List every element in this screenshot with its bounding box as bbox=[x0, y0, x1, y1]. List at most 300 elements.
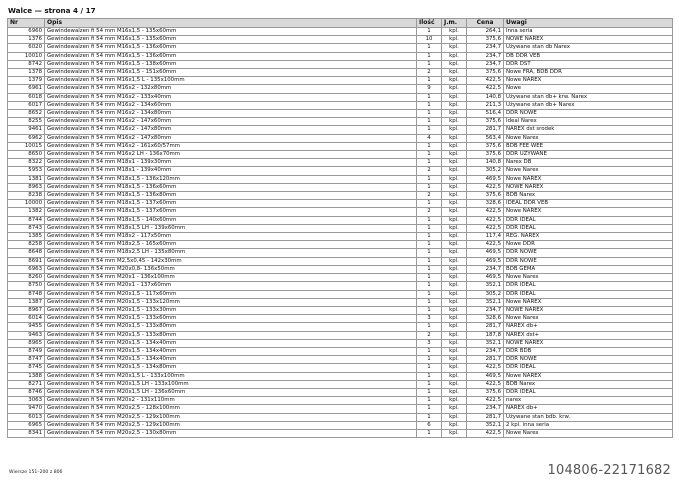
cell-ilosc: 1 bbox=[417, 126, 442, 134]
table-header-row bbox=[8, 19, 673, 28]
table-row bbox=[8, 347, 673, 355]
cell-nr: 8255 bbox=[8, 118, 45, 126]
cell-uwagi: Nowe FRA, BDB DDR bbox=[504, 69, 673, 77]
cell-opis: Gewindewalzen fi 54 mm M20x2,5 - 128x100mm bbox=[45, 405, 417, 413]
cell-uwagi: DDR IDEAL bbox=[504, 216, 673, 224]
table-row bbox=[8, 257, 673, 265]
table-row bbox=[8, 142, 673, 150]
cell-cena: 264,1 bbox=[467, 28, 504, 36]
cell-uwagi: DDR BDB bbox=[504, 347, 673, 355]
cell-nr: 9463 bbox=[8, 331, 45, 339]
cell-cena: 375,6 bbox=[467, 142, 504, 150]
cell-uwagi: Nowe Narex bbox=[504, 274, 673, 282]
cell-uwagi: NAREX dst+ bbox=[504, 331, 673, 339]
table-row bbox=[8, 159, 673, 167]
cell-jm: kpl. bbox=[442, 85, 467, 93]
cell-opis: Gewindewalzen fi 54 mm M16x2 - 134x60mm bbox=[45, 101, 417, 109]
cell-cena: 234,7 bbox=[467, 265, 504, 273]
cell-uwagi: DDR IDEAL bbox=[504, 282, 673, 290]
cell-opis: Gewindewalzen fi 54 mm M20x1,5 - 133x80mm bbox=[45, 323, 417, 331]
table-row bbox=[8, 175, 673, 183]
cell-nr: 6020 bbox=[8, 44, 45, 52]
cell-cena: 234,7 bbox=[467, 306, 504, 314]
cell-jm: kpl. bbox=[442, 44, 467, 52]
table-row bbox=[8, 315, 673, 323]
cell-opis: Gewindewalzen fi 54 mm M18x2,5 LH - 135x80mm bbox=[45, 249, 417, 257]
cell-ilosc: 1 bbox=[417, 413, 442, 421]
cell-cena: 375,6 bbox=[467, 192, 504, 200]
cell-opis: Gewindewalzen fi 54 mm M20x1,5 LH - 136x60mm bbox=[45, 388, 417, 396]
cell-jm: kpl. bbox=[442, 323, 467, 331]
cell-ilosc: 1 bbox=[417, 60, 442, 68]
cell-nr: 8341 bbox=[8, 429, 45, 437]
cell-nr: 9470 bbox=[8, 405, 45, 413]
cell-uwagi: DDR UŻYWANE bbox=[504, 151, 673, 159]
table-row bbox=[8, 364, 673, 372]
cell-nr: 8238 bbox=[8, 192, 45, 200]
cell-uwagi: DDR NOWE bbox=[504, 110, 673, 118]
table-row bbox=[8, 52, 673, 60]
cell-nr: 1387 bbox=[8, 298, 45, 306]
cell-cena: 469,5 bbox=[467, 257, 504, 265]
cell-nr: 8749 bbox=[8, 347, 45, 355]
cell-nr: 8967 bbox=[8, 306, 45, 314]
cell-nr: 8652 bbox=[8, 110, 45, 118]
cell-opis: Gewindewalzen fi 54 mm M18x2,5 - 165x60mm bbox=[45, 241, 417, 249]
cell-nr: 1378 bbox=[8, 69, 45, 77]
cell-cena: 375,6 bbox=[467, 388, 504, 396]
cell-cena: 211,3 bbox=[467, 101, 504, 109]
cell-ilosc: 6 bbox=[417, 421, 442, 429]
cell-ilosc: 3 bbox=[417, 339, 442, 347]
cell-ilosc: 9 bbox=[417, 85, 442, 93]
cell-opis: Gewindewalzen fi 54 mm M16x2 - 147x60mm bbox=[45, 118, 417, 126]
cell-cena: 375,6 bbox=[467, 36, 504, 44]
table-row bbox=[8, 36, 673, 44]
table-row bbox=[8, 208, 673, 216]
cell-uwagi: DDR IDEAL bbox=[504, 290, 673, 298]
cell-jm: kpl. bbox=[442, 397, 467, 405]
cell-opis: Gewindewalzen fi 54 mm M20x1,5 - 133x80mm bbox=[45, 331, 417, 339]
cell-jm: kpl. bbox=[442, 118, 467, 126]
cell-cena: 281,7 bbox=[467, 126, 504, 134]
table-body bbox=[8, 28, 673, 438]
cell-cena: 375,6 bbox=[467, 69, 504, 77]
cell-nr: 8965 bbox=[8, 339, 45, 347]
cell-ilosc: 1 bbox=[417, 257, 442, 265]
cell-jm: kpl. bbox=[442, 282, 467, 290]
cell-uwagi: Nowe Narex bbox=[504, 167, 673, 175]
cell-jm: kpl. bbox=[442, 274, 467, 282]
cell-jm: kpl. bbox=[442, 306, 467, 314]
cell-nr: 6018 bbox=[8, 93, 45, 101]
cell-opis: Gewindewalzen fi 54 mm M20x2 - 131x110mm bbox=[45, 397, 417, 405]
cell-opis: Gewindewalzen fi 54 mm M16x1,5 - 136x60mm bbox=[45, 52, 417, 60]
cell-ilosc: 1 bbox=[417, 118, 442, 126]
cell-jm: kpl. bbox=[442, 429, 467, 437]
cell-jm: kpl. bbox=[442, 167, 467, 175]
cell-jm: kpl. bbox=[442, 364, 467, 372]
cell-ilosc: 1 bbox=[417, 110, 442, 118]
cell-nr: 6960 bbox=[8, 28, 45, 36]
cell-nr: 10000 bbox=[8, 200, 45, 208]
table-row bbox=[8, 282, 673, 290]
cell-ilosc: 1 bbox=[417, 274, 442, 282]
cell-jm: kpl. bbox=[442, 28, 467, 36]
cell-uwagi: Nowe Narex bbox=[504, 134, 673, 142]
cell-ilosc: 1 bbox=[417, 356, 442, 364]
cell-nr: 9461 bbox=[8, 126, 45, 134]
cell-ilosc: 1 bbox=[417, 224, 442, 232]
cell-nr: 6962 bbox=[8, 134, 45, 142]
cell-cena: 563,4 bbox=[467, 134, 504, 142]
cell-nr: 6017 bbox=[8, 101, 45, 109]
cell-ilosc: 2 bbox=[417, 167, 442, 175]
cell-uwagi: IDEAL DDR VEB bbox=[504, 200, 673, 208]
cell-ilosc: 4 bbox=[417, 134, 442, 142]
cell-uwagi: NAREX dst srodek bbox=[504, 126, 673, 134]
cell-jm: kpl. bbox=[442, 151, 467, 159]
column-header-uwagi: Uwagi bbox=[504, 19, 673, 28]
cell-uwagi: DDR NOWE bbox=[504, 257, 673, 265]
table-row bbox=[8, 233, 673, 241]
table-row bbox=[8, 60, 673, 68]
cell-uwagi: DDR IDEAL bbox=[504, 388, 673, 396]
cell-cena: 140,8 bbox=[467, 159, 504, 167]
cell-ilosc: 1 bbox=[417, 380, 442, 388]
cell-jm: kpl. bbox=[442, 405, 467, 413]
cell-ilosc: 1 bbox=[417, 159, 442, 167]
cell-jm: kpl. bbox=[442, 93, 467, 101]
table-row bbox=[8, 93, 673, 101]
cell-uwagi: Narex DB bbox=[504, 159, 673, 167]
cell-ilosc: 1 bbox=[417, 347, 442, 355]
cell-jm: kpl. bbox=[442, 110, 467, 118]
cell-cena: 140,8 bbox=[467, 93, 504, 101]
table-row bbox=[8, 134, 673, 142]
cell-nr: 8744 bbox=[8, 216, 45, 224]
cell-opis: Gewindewalzen fi 54 mm M18x1,5 - 137x60mm bbox=[45, 200, 417, 208]
cell-ilosc: 2 bbox=[417, 331, 442, 339]
cell-jm: kpl. bbox=[442, 372, 467, 380]
table-row bbox=[8, 224, 673, 232]
cell-cena: 187,8 bbox=[467, 331, 504, 339]
cell-opis: Gewindewalzen fi 54 mm M18x1 - 139x40mm bbox=[45, 167, 417, 175]
table-row bbox=[8, 306, 673, 314]
cell-cena: 234,7 bbox=[467, 44, 504, 52]
cell-cena: 328,6 bbox=[467, 200, 504, 208]
cell-nr: 1376 bbox=[8, 36, 45, 44]
table-row bbox=[8, 101, 673, 109]
cell-jm: kpl. bbox=[442, 224, 467, 232]
table-row bbox=[8, 118, 673, 126]
cell-ilosc: 1 bbox=[417, 151, 442, 159]
cell-jm: kpl. bbox=[442, 356, 467, 364]
cell-uwagi: DDR IDEAL bbox=[504, 364, 673, 372]
cell-nr: 3063 bbox=[8, 397, 45, 405]
cell-ilosc: 1 bbox=[417, 93, 442, 101]
cell-opis: Gewindewalzen fi 54 mm M16x1,5 - 136x60mm bbox=[45, 44, 417, 52]
cell-nr: 8271 bbox=[8, 380, 45, 388]
cell-ilosc: 1 bbox=[417, 200, 442, 208]
cell-cena: 422,5 bbox=[467, 183, 504, 191]
cell-ilosc: 1 bbox=[417, 44, 442, 52]
table-row bbox=[8, 110, 673, 118]
cell-ilosc: 3 bbox=[417, 315, 442, 323]
cell-nr: 8963 bbox=[8, 183, 45, 191]
cell-opis: Gewindewalzen fi 54 mm M16x2 - 147x80mm bbox=[45, 126, 417, 134]
cell-jm: kpl. bbox=[442, 388, 467, 396]
cell-uwagi: Nowe NAREX bbox=[504, 208, 673, 216]
cell-ilosc: 1 bbox=[417, 372, 442, 380]
cell-nr: 8258 bbox=[8, 241, 45, 249]
cell-opis: Gewindewalzen fi 54 mm M2,5x0,45 - 142x30mm bbox=[45, 257, 417, 265]
cell-cena: 516,4 bbox=[467, 110, 504, 118]
cell-nr: 8750 bbox=[8, 282, 45, 290]
cell-opis: Gewindewalzen fi 54 mm M16x2 - 134x80mm bbox=[45, 110, 417, 118]
table-row bbox=[8, 200, 673, 208]
table-row bbox=[8, 44, 673, 52]
cell-cena: 422,5 bbox=[467, 85, 504, 93]
table-row bbox=[8, 274, 673, 282]
cell-opis: Gewindewalzen fi 54 mm M18x1,5 - 136x60mm bbox=[45, 183, 417, 191]
cell-cena: 281,7 bbox=[467, 356, 504, 364]
cell-opis: Gewindewalzen fi 54 mm M20x1 - 137x60mm bbox=[45, 282, 417, 290]
cell-ilosc: 1 bbox=[417, 216, 442, 224]
table-row bbox=[8, 249, 673, 257]
table-row bbox=[8, 69, 673, 77]
row-range-footer: Wiersze 151–200 z 806 bbox=[9, 470, 63, 475]
cell-nr: 1382 bbox=[8, 208, 45, 216]
cell-nr: 8322 bbox=[8, 159, 45, 167]
column-header-opis: Opis bbox=[45, 19, 417, 28]
cell-ilosc: 1 bbox=[417, 323, 442, 331]
cell-jm: kpl. bbox=[442, 200, 467, 208]
cell-uwagi: Nowe bbox=[504, 85, 673, 93]
cell-ilosc: 1 bbox=[417, 388, 442, 396]
cell-opis: Gewindewalzen fi 54 mm M20x1,5 - 134x40mm bbox=[45, 356, 417, 364]
cell-cena: 352,1 bbox=[467, 282, 504, 290]
cell-ilosc: 1 bbox=[417, 175, 442, 183]
table-row bbox=[8, 380, 673, 388]
cell-cena: 422,5 bbox=[467, 380, 504, 388]
cell-jm: kpl. bbox=[442, 331, 467, 339]
cell-uwagi: BDB FEE WEE bbox=[504, 142, 673, 150]
cell-uwagi: 2 kpl. inna seria bbox=[504, 421, 673, 429]
cell-cena: 305,2 bbox=[467, 167, 504, 175]
watermark-id: 104806-22171682 bbox=[547, 463, 671, 478]
cell-nr: 1388 bbox=[8, 372, 45, 380]
cell-nr: 6013 bbox=[8, 413, 45, 421]
cell-cena: 422,5 bbox=[467, 364, 504, 372]
cell-nr: 6014 bbox=[8, 315, 45, 323]
cell-nr: 8747 bbox=[8, 356, 45, 364]
cell-ilosc: 1 bbox=[417, 77, 442, 85]
cell-ilosc: 1 bbox=[417, 282, 442, 290]
cell-opis: Gewindewalzen fi 54 mm M20x2,5 - 129x100mm bbox=[45, 421, 417, 429]
cell-uwagi: narex bbox=[504, 397, 673, 405]
cell-uwagi: Nowe NAREX bbox=[504, 77, 673, 85]
cell-uwagi: Używane stan db Narex bbox=[504, 44, 673, 52]
cell-uwagi: BDB Narex bbox=[504, 380, 673, 388]
cell-jm: kpl. bbox=[442, 339, 467, 347]
cell-opis: Gewindewalzen fi 54 mm M16x2 - 161x60/57mm bbox=[45, 142, 417, 150]
cell-nr: 8650 bbox=[8, 151, 45, 159]
cell-ilosc: 1 bbox=[417, 364, 442, 372]
cell-nr: 5953 bbox=[8, 167, 45, 175]
cell-nr: 8746 bbox=[8, 388, 45, 396]
cell-ilosc: 1 bbox=[417, 241, 442, 249]
cell-opis: Gewindewalzen fi 54 mm M16x2 - 132x80mm bbox=[45, 85, 417, 93]
cell-cena: 422,5 bbox=[467, 216, 504, 224]
cell-uwagi: Ideal Narex bbox=[504, 118, 673, 126]
cell-opis: Gewindewalzen fi 54 mm M20x1,5 - 133x30mm bbox=[45, 306, 417, 314]
cell-ilosc: 1 bbox=[417, 265, 442, 273]
cell-opis: Gewindewalzen fi 54 mm M16x2 LH - 136x70mm bbox=[45, 151, 417, 159]
cell-ilosc: 10 bbox=[417, 36, 442, 44]
cell-uwagi: BDB Narex bbox=[504, 192, 673, 200]
table-row bbox=[8, 290, 673, 298]
cell-ilosc: 1 bbox=[417, 397, 442, 405]
cell-nr: 10015 bbox=[8, 142, 45, 150]
table-row bbox=[8, 265, 673, 273]
cell-nr: 8742 bbox=[8, 60, 45, 68]
cell-nr: 8648 bbox=[8, 249, 45, 257]
cell-jm: kpl. bbox=[442, 298, 467, 306]
cell-opis: Gewindewalzen fi 54 mm M16x1,5 - 138x60mm bbox=[45, 60, 417, 68]
cell-ilosc: 2 bbox=[417, 192, 442, 200]
table-row bbox=[8, 397, 673, 405]
table-row bbox=[8, 192, 673, 200]
cell-uwagi: Nowe Narex bbox=[504, 315, 673, 323]
cell-uwagi: DB DDR VEB bbox=[504, 52, 673, 60]
cell-jm: kpl. bbox=[442, 192, 467, 200]
cell-opis: Gewindewalzen fi 54 mm M16x2 - 133x40mm bbox=[45, 93, 417, 101]
cell-jm: kpl. bbox=[442, 257, 467, 265]
cell-uwagi: Nowe DDR bbox=[504, 241, 673, 249]
cell-jm: kpl. bbox=[442, 159, 467, 167]
cell-uwagi: DDR IDEAL bbox=[504, 224, 673, 232]
cell-jm: kpl. bbox=[442, 413, 467, 421]
cell-nr: 6963 bbox=[8, 265, 45, 273]
cell-jm: kpl. bbox=[442, 249, 467, 257]
cell-cena: 352,1 bbox=[467, 421, 504, 429]
cell-cena: 469,5 bbox=[467, 274, 504, 282]
cell-jm: kpl. bbox=[442, 208, 467, 216]
cell-cena: 422,5 bbox=[467, 397, 504, 405]
table-row bbox=[8, 421, 673, 429]
cell-cena: 328,6 bbox=[467, 315, 504, 323]
cell-opis: Gewindewalzen fi 54 mm M16x1,5 L - 135x100mm bbox=[45, 77, 417, 85]
table-row bbox=[8, 77, 673, 85]
cell-nr: 1381 bbox=[8, 175, 45, 183]
cell-jm: kpl. bbox=[442, 290, 467, 298]
cell-jm: kpl. bbox=[442, 265, 467, 273]
cell-uwagi: NAREX db+ bbox=[504, 323, 673, 331]
cell-opis: Gewindewalzen fi 54 mm M20x1 - 136x100mm bbox=[45, 274, 417, 282]
column-header-ilosc: Ilość bbox=[417, 19, 442, 28]
cell-opis: Gewindewalzen fi 54 mm M18x1,5 - 136x80mm bbox=[45, 192, 417, 200]
cell-uwagi: Nowe NAREX bbox=[504, 298, 673, 306]
product-table bbox=[7, 18, 673, 438]
cell-uwagi: Używane stan bdb. krw. bbox=[504, 413, 673, 421]
cell-jm: kpl. bbox=[442, 315, 467, 323]
table-row bbox=[8, 323, 673, 331]
column-header-jm: J.m. bbox=[442, 19, 467, 28]
cell-ilosc: 2 bbox=[417, 69, 442, 77]
cell-nr: 8743 bbox=[8, 224, 45, 232]
cell-nr: 8260 bbox=[8, 274, 45, 282]
cell-ilosc: 1 bbox=[417, 28, 442, 36]
cell-opis: Gewindewalzen fi 54 mm M18x2 - 117x50mm bbox=[45, 233, 417, 241]
cell-cena: 422,5 bbox=[467, 77, 504, 85]
cell-uwagi: DDR NOWE bbox=[504, 356, 673, 364]
cell-cena: 469,5 bbox=[467, 372, 504, 380]
table-row bbox=[8, 372, 673, 380]
cell-cena: 234,7 bbox=[467, 405, 504, 413]
cell-cena: 117,4 bbox=[467, 233, 504, 241]
cell-jm: kpl. bbox=[442, 36, 467, 44]
column-header-cena: Cena bbox=[467, 19, 504, 28]
cell-ilosc: 1 bbox=[417, 183, 442, 191]
cell-opis: Gewindewalzen fi 54 mm M20x0,8- 136x50mm bbox=[45, 265, 417, 273]
cell-cena: 234,7 bbox=[467, 347, 504, 355]
cell-opis: Gewindewalzen fi 54 mm M20x1,5 LH - 133x100mm bbox=[45, 380, 417, 388]
cell-opis: Gewindewalzen fi 54 mm M16x1,5 - 151x60mm bbox=[45, 69, 417, 77]
cell-cena: 422,5 bbox=[467, 241, 504, 249]
cell-cena: 281,7 bbox=[467, 413, 504, 421]
cell-opis: Gewindewalzen fi 54 mm M16x1,5 - 135x60mm bbox=[45, 28, 417, 36]
table-row bbox=[8, 216, 673, 224]
cell-uwagi: NAREX db+ bbox=[504, 405, 673, 413]
cell-uwagi: Nowe Narex bbox=[504, 429, 673, 437]
cell-uwagi: DDR DST bbox=[504, 60, 673, 68]
table-row bbox=[8, 85, 673, 93]
cell-uwagi: NOWE NAREX bbox=[504, 36, 673, 44]
cell-jm: kpl. bbox=[442, 233, 467, 241]
cell-uwagi: NOWE NAREX bbox=[504, 306, 673, 314]
cell-uwagi: BDB GEMA bbox=[504, 265, 673, 273]
cell-ilosc: 1 bbox=[417, 405, 442, 413]
cell-jm: kpl. bbox=[442, 183, 467, 191]
cell-cena: 422,5 bbox=[467, 429, 504, 437]
table-row bbox=[8, 413, 673, 421]
cell-jm: kpl. bbox=[442, 77, 467, 85]
cell-nr: 6961 bbox=[8, 85, 45, 93]
cell-cena: 375,6 bbox=[467, 151, 504, 159]
cell-opis: Gewindewalzen fi 54 mm M16x2 - 147x80mm bbox=[45, 134, 417, 142]
table-row bbox=[8, 331, 673, 339]
cell-jm: kpl. bbox=[442, 126, 467, 134]
table-row bbox=[8, 183, 673, 191]
cell-uwagi: DDR NOWE bbox=[504, 249, 673, 257]
cell-ilosc: 1 bbox=[417, 101, 442, 109]
cell-jm: kpl. bbox=[442, 101, 467, 109]
cell-ilosc: 1 bbox=[417, 306, 442, 314]
cell-opis: Gewindewalzen fi 54 mm M16x1,5 - 135x60mm bbox=[45, 36, 417, 44]
cell-cena: 469,5 bbox=[467, 175, 504, 183]
cell-ilosc: 2 bbox=[417, 208, 442, 216]
table-row bbox=[8, 339, 673, 347]
cell-uwagi: REG. NAREX bbox=[504, 233, 673, 241]
cell-jm: kpl. bbox=[442, 69, 467, 77]
cell-opis: Gewindewalzen fi 54 mm M18x1,5 LH - 139x60mm bbox=[45, 224, 417, 232]
cell-opis: Gewindewalzen fi 54 mm M20x1,5 - 134x40mm bbox=[45, 347, 417, 355]
cell-ilosc: 1 bbox=[417, 142, 442, 150]
cell-opis: Gewindewalzen fi 54 mm M20x2,5 - 130x80mm bbox=[45, 429, 417, 437]
cell-jm: kpl. bbox=[442, 175, 467, 183]
cell-cena: 305,2 bbox=[467, 290, 504, 298]
